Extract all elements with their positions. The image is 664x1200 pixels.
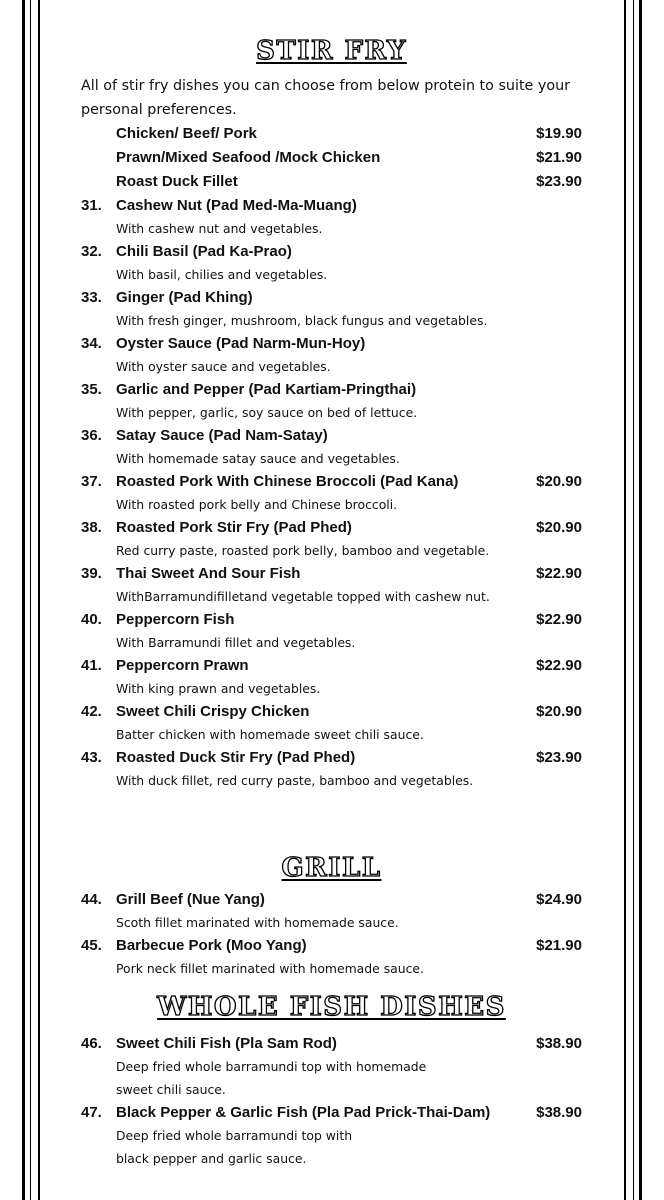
menu-item <box>81 240 582 286</box>
item-name: Oyster Sauce (Pad Narm-Mun-Hoy) <box>116 335 366 352</box>
stir-fry-intro: All of stir fry dishes you can choose from below protein to suite your personal preferences. <box>81 78 571 118</box>
protein-name: Prawn/Mixed Seafood /Mock Chicken <box>116 149 381 166</box>
item-description: Scoth fillet marinated with homemade sauce. <box>116 915 399 930</box>
menu-item <box>81 424 582 470</box>
item-number: 46. <box>81 1035 102 1052</box>
item-name: Sweet Chili Crispy Chicken <box>116 703 310 720</box>
item-number: 35. <box>81 381 102 398</box>
menu-item <box>81 562 582 608</box>
item-name: Peppercorn Fish <box>116 611 235 628</box>
item-name: Roasted Pork Stir Fry (Pad Phed) <box>116 519 352 536</box>
item-price: $22.90 <box>536 657 582 674</box>
item-price: $24.90 <box>536 891 582 908</box>
menu-item <box>81 654 582 700</box>
menu-item <box>81 934 582 980</box>
item-description: With Barramundi fillet and vegetables. <box>116 635 356 650</box>
protein-price-row <box>81 146 582 170</box>
item-number: 40. <box>81 611 102 628</box>
protein-price: $21.90 <box>536 149 582 166</box>
menu-item <box>81 516 582 562</box>
menu-page <box>81 28 582 1170</box>
item-number: 38. <box>81 519 102 536</box>
protein-name: Chicken/ Beef/ Pork <box>116 125 257 142</box>
protein-price: $23.90 <box>536 173 582 190</box>
stir-fry-title: STIR FRY <box>256 36 407 66</box>
item-name: Barbecue Pork (Moo Yang) <box>116 937 307 954</box>
item-name: Garlic and Pepper (Pad Kartiam-Pringthai) <box>116 381 417 398</box>
item-number: 42. <box>81 703 102 720</box>
protein-price-list <box>81 122 582 194</box>
item-name: Black Pepper & Garlic Fish (Pla Pad Prick-Thai-Dam) <box>116 1104 491 1121</box>
item-number: 32. <box>81 243 102 260</box>
item-price: $38.90 <box>536 1104 582 1121</box>
item-description: Deep fried whole barramundi top with black pepper and garlic sauce. <box>116 1128 353 1166</box>
item-price: $38.90 <box>536 1035 582 1052</box>
item-description: With homemade satay sauce and vegetables. <box>116 451 400 466</box>
whole-fish-section <box>81 986 582 1170</box>
menu-item <box>81 286 582 332</box>
menu-item <box>81 470 582 516</box>
item-number: 47. <box>81 1104 102 1121</box>
grill-title: GRILL <box>281 853 382 883</box>
item-description: With roasted pork belly and Chinese broccoli. <box>116 497 398 512</box>
item-name: Ginger (Pad Khing) <box>116 289 253 306</box>
protein-price: $19.90 <box>536 125 582 142</box>
item-price: $20.90 <box>536 473 582 490</box>
item-name: Satay Sauce (Pad Nam-Satay) <box>116 427 328 444</box>
item-price: $20.90 <box>536 519 582 536</box>
menu-item <box>81 378 582 424</box>
menu-item <box>81 1032 582 1101</box>
item-number: 31. <box>81 197 102 214</box>
menu-item <box>81 888 582 934</box>
item-description: With basil, chilies and vegetables. <box>116 267 328 282</box>
item-description: Pork neck fillet marinated with homemade sauce. <box>116 961 424 976</box>
item-description: Batter chicken with homemade sweet chili sauce. <box>116 727 424 742</box>
item-price: $21.90 <box>536 937 582 954</box>
grill-section <box>81 848 582 980</box>
item-price: $23.90 <box>536 749 582 766</box>
item-price: $20.90 <box>536 703 582 720</box>
item-number: 36. <box>81 427 102 444</box>
item-price: $22.90 <box>536 611 582 628</box>
item-number: 39. <box>81 565 102 582</box>
menu-item <box>81 1101 582 1170</box>
menu-item <box>81 332 582 378</box>
protein-name: Roast Duck Fillet <box>116 173 238 190</box>
item-name: Grill Beef (Nue Yang) <box>116 891 265 908</box>
menu-item <box>81 608 582 654</box>
item-number: 45. <box>81 937 102 954</box>
item-description: With pepper, garlic, soy sauce on bed of lettuce. <box>116 405 418 420</box>
menu-item <box>81 746 582 792</box>
item-name: Thai Sweet And Sour Fish <box>116 565 301 582</box>
item-number: 34. <box>81 335 102 352</box>
item-name: Chili Basil (Pad Ka-Prao) <box>116 243 292 260</box>
item-name: Sweet Chili Fish (Pla Sam Rod) <box>116 1035 337 1052</box>
item-name: Cashew Nut (Pad Med-Ma-Muang) <box>116 197 357 214</box>
item-number: 33. <box>81 289 102 306</box>
item-description: With king prawn and vegetables. <box>116 681 321 696</box>
menu-item <box>81 194 582 240</box>
item-name: Roasted Pork With Chinese Broccoli (Pad Kana) <box>116 473 459 490</box>
item-number: 43. <box>81 749 102 766</box>
whole-fish-title: WHOLE FISH DISHES <box>157 992 506 1022</box>
item-name: Peppercorn Prawn <box>116 657 249 674</box>
menu-item <box>81 700 582 746</box>
item-description: WithBarramundifilletand vegetable topped with cashew nut. <box>116 589 490 604</box>
item-price: $22.90 <box>536 565 582 582</box>
item-name: Roasted Duck Stir Fry (Pad Phed) <box>116 749 356 766</box>
item-number: 37. <box>81 473 102 490</box>
stir-fry-section <box>81 28 582 792</box>
item-description: With fresh ginger, mushroom, black fungus and vegetables. <box>116 313 488 328</box>
item-description: With duck fillet, red curry paste, bamboo and vegetables. <box>116 773 474 788</box>
item-description: Deep fried whole barramundi top with homemade sweet chili sauce. <box>116 1059 427 1097</box>
item-description: With oyster sauce and vegetables. <box>116 359 331 374</box>
item-description: With cashew nut and vegetables. <box>116 221 323 236</box>
item-number: 41. <box>81 657 102 674</box>
stir-fry-items <box>81 194 582 792</box>
item-number: 44. <box>81 891 102 908</box>
protein-price-row <box>81 122 582 146</box>
item-description: Red curry paste, roasted pork belly, bamboo and vegetable. <box>116 543 490 558</box>
protein-price-row <box>81 170 582 194</box>
